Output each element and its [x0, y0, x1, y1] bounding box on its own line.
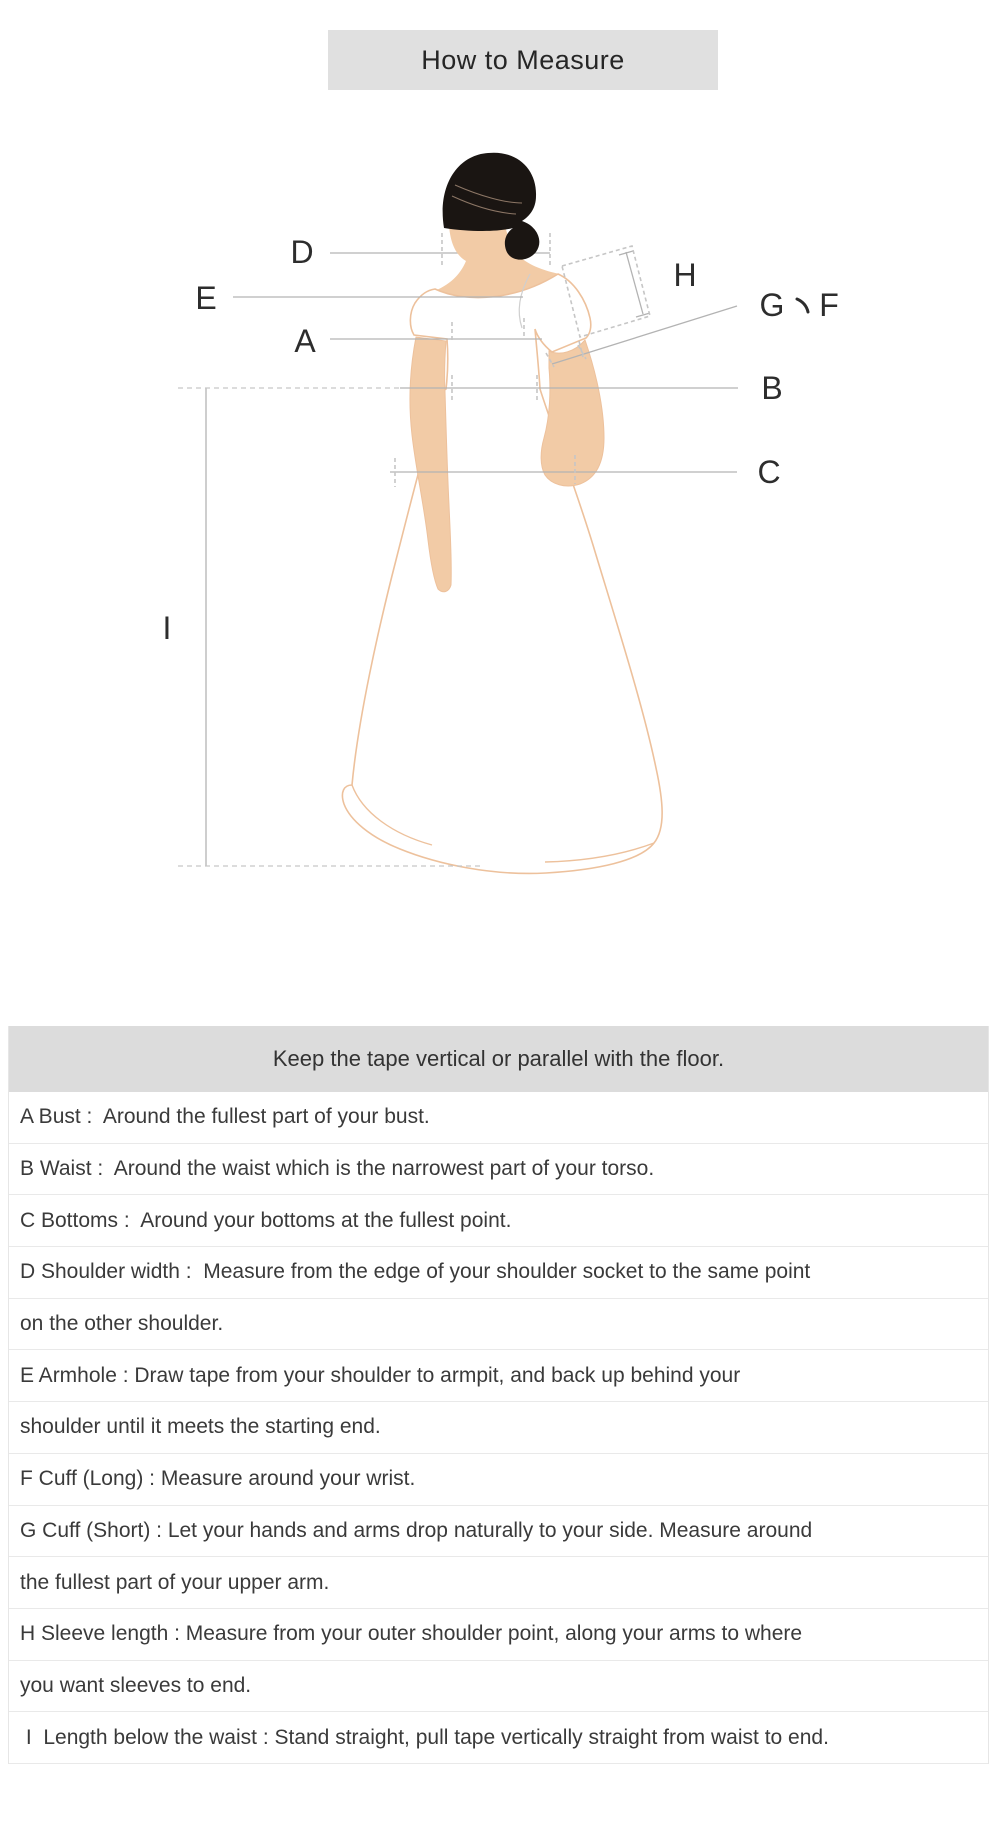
ideographic-comma-icon	[797, 299, 808, 312]
table-row: C Bottoms : Around your bottoms at the fullest point.	[9, 1195, 988, 1247]
table-row: the fullest part of your upper arm.	[9, 1557, 988, 1609]
label-b: B	[761, 370, 783, 406]
label-d: D	[290, 234, 314, 270]
label-f: F	[819, 287, 839, 323]
page-title: How to Measure	[421, 44, 625, 75]
measure-table	[8, 1026, 989, 1764]
table-row: G Cuff (Short) : Let your hands and arms drop naturally to your side. Measure around	[9, 1506, 988, 1558]
label-g: G	[759, 287, 785, 323]
measure-line-h	[619, 251, 650, 317]
label-e: E	[195, 280, 217, 316]
table-row: you want sleeves to end.	[9, 1661, 988, 1713]
label-a: A	[294, 323, 316, 359]
dress	[342, 274, 662, 873]
table-row: D Shoulder width : Measure from the edge of your shoulder socket to the same point	[9, 1247, 988, 1299]
label-c: C	[757, 454, 781, 490]
label-h: H	[673, 257, 697, 293]
table-row: A Bust : Around the fullest part of your bust.	[9, 1092, 988, 1144]
table-row: on the other shoulder.	[9, 1299, 988, 1351]
label-i: I	[162, 610, 172, 646]
table-row: I Length below the waist : Stand straight, pull tape vertically straight from waist to end.	[9, 1712, 988, 1764]
table-row: B Waist : Around the waist which is the narrowest part of your torso.	[9, 1144, 988, 1196]
table-row: shoulder until it meets the starting end.	[9, 1402, 988, 1454]
woman-illustration	[342, 153, 662, 874]
table-row: F Cuff (Long) : Measure around your wrist.	[9, 1454, 988, 1506]
table-row: H Sleeve length : Measure from your outer shoulder point, along your arms to where	[9, 1609, 988, 1661]
table-header: Keep the tape vertical or parallel with the floor.	[9, 1026, 988, 1092]
table-row: E Armhole : Draw tape from your shoulder to armpit, and back up behind your	[9, 1350, 988, 1402]
